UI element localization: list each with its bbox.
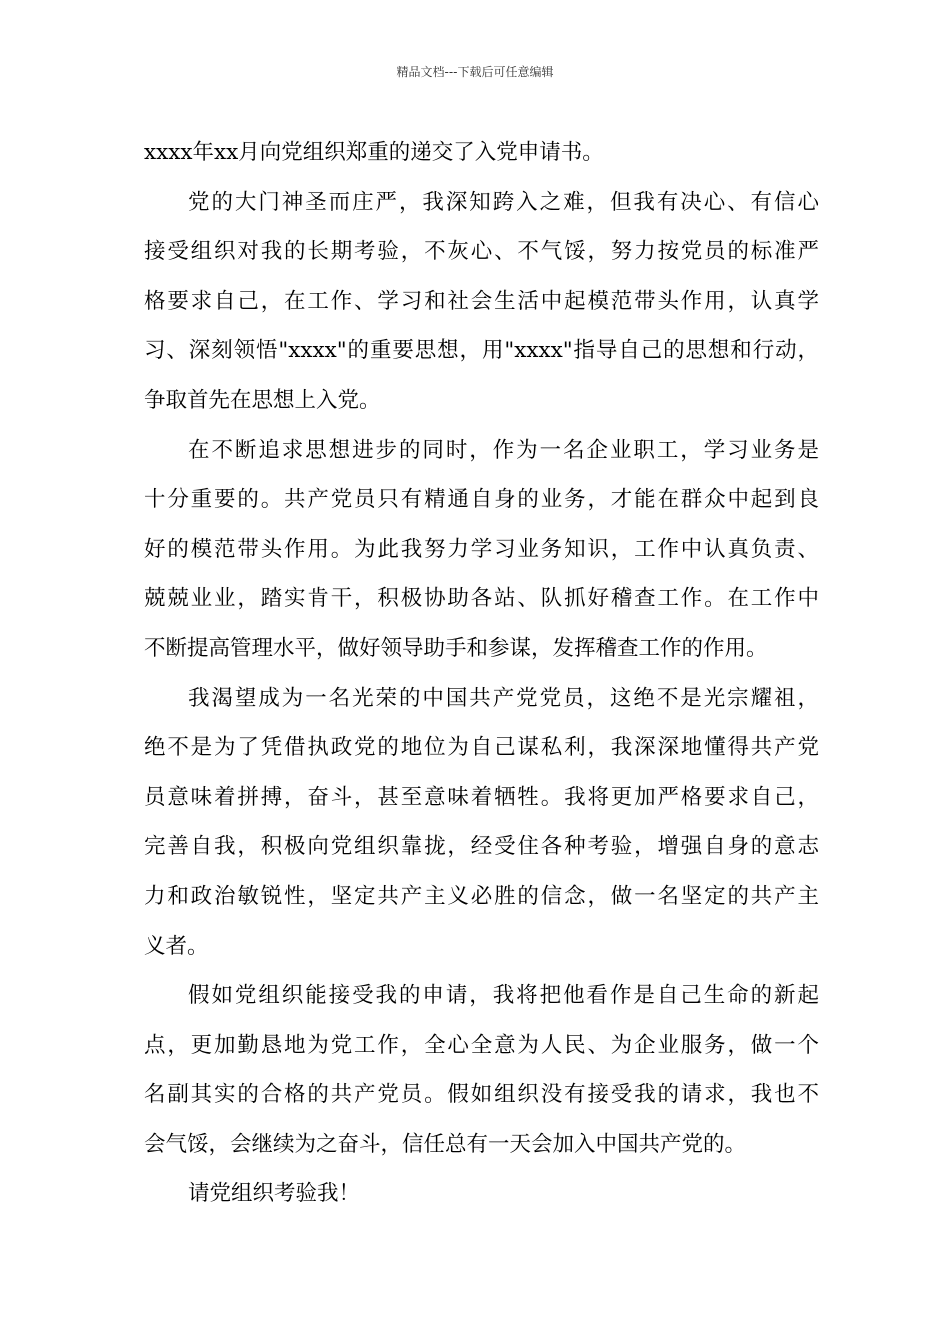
text-line: 会气馁，会继续为之奋斗，信任总有一天会加入中国共产党的。 [144,1131,747,1157]
paragraph-first-line: 党的大门神圣而庄严，我深知跨入之难，但我有决心、有信心 [188,189,819,215]
text-line: 习、深刻领悟"xxxx"的重要思想，用"xxxx"指导自己的思想和行动， [144,338,819,364]
text-line: 好的模范带头作用。为此我努力学习业务知识，工作中认真负责、 [144,536,819,562]
paragraph-first-line: 在不断追求思想进步的同时，作为一名企业职工，学习业务是 [188,437,819,463]
text-line: 员意味着拼搏，奋斗，甚至意味着牺牲。我将更加严格要求自己， [144,784,819,810]
paragraph-first-line: 假如党组织能接受我的申请，我将把他看作是自己生命的新起 [188,983,819,1009]
text-line: 格要求自己，在工作、学习和社会生活中起模范带头作用，认真学 [144,288,819,314]
text-line: 绝不是为了凭借执政党的地位为自己谋私利，我深深地懂得共产党 [144,735,819,761]
text-line: 争取首先在思想上入党。 [144,387,381,413]
text-line: xxxx年xx月向党组织郑重的递交了入党申请书。 [144,140,604,165]
text-line: 不断提高管理水平，做好领导助手和参谋，发挥稽查工作的作用。 [144,635,768,661]
page-header: 精品文档---下载后可任意编辑 [396,65,554,79]
closing-line: 请党组织考验我！ [188,1181,361,1207]
paragraph-first-line: 我渴望成为一名光荣的中国共产党党员，这绝不是光宗耀祖， [188,685,819,711]
text-line: 完善自我，积极向党组织靠拢，经受住各种考验，增强自身的意志 [144,834,819,860]
text-line: 十分重要的。共产党员只有精通自身的业务，才能在群众中起到良 [144,487,819,513]
document-body [144,128,819,1219]
text-line: 兢兢业业，踏实肯干，积极协助各站、队抓好稽查工作。在工作中 [144,586,819,612]
text-line: 力和政治敏锐性，坚定共产主义必胜的信念，做一名坚定的共产主 [144,883,819,909]
text-line: 义者。 [144,933,209,959]
text-line: 点，更加勤恳地为党工作，全心全意为人民、为企业服务，做一个 [144,1032,819,1058]
text-line: 接受组织对我的长期考验，不灰心、不气馁，努力按党员的标准严 [144,239,819,265]
text-line: 名副其实的合格的共产党员。假如组织没有接受我的请求，我也不 [144,1082,819,1108]
